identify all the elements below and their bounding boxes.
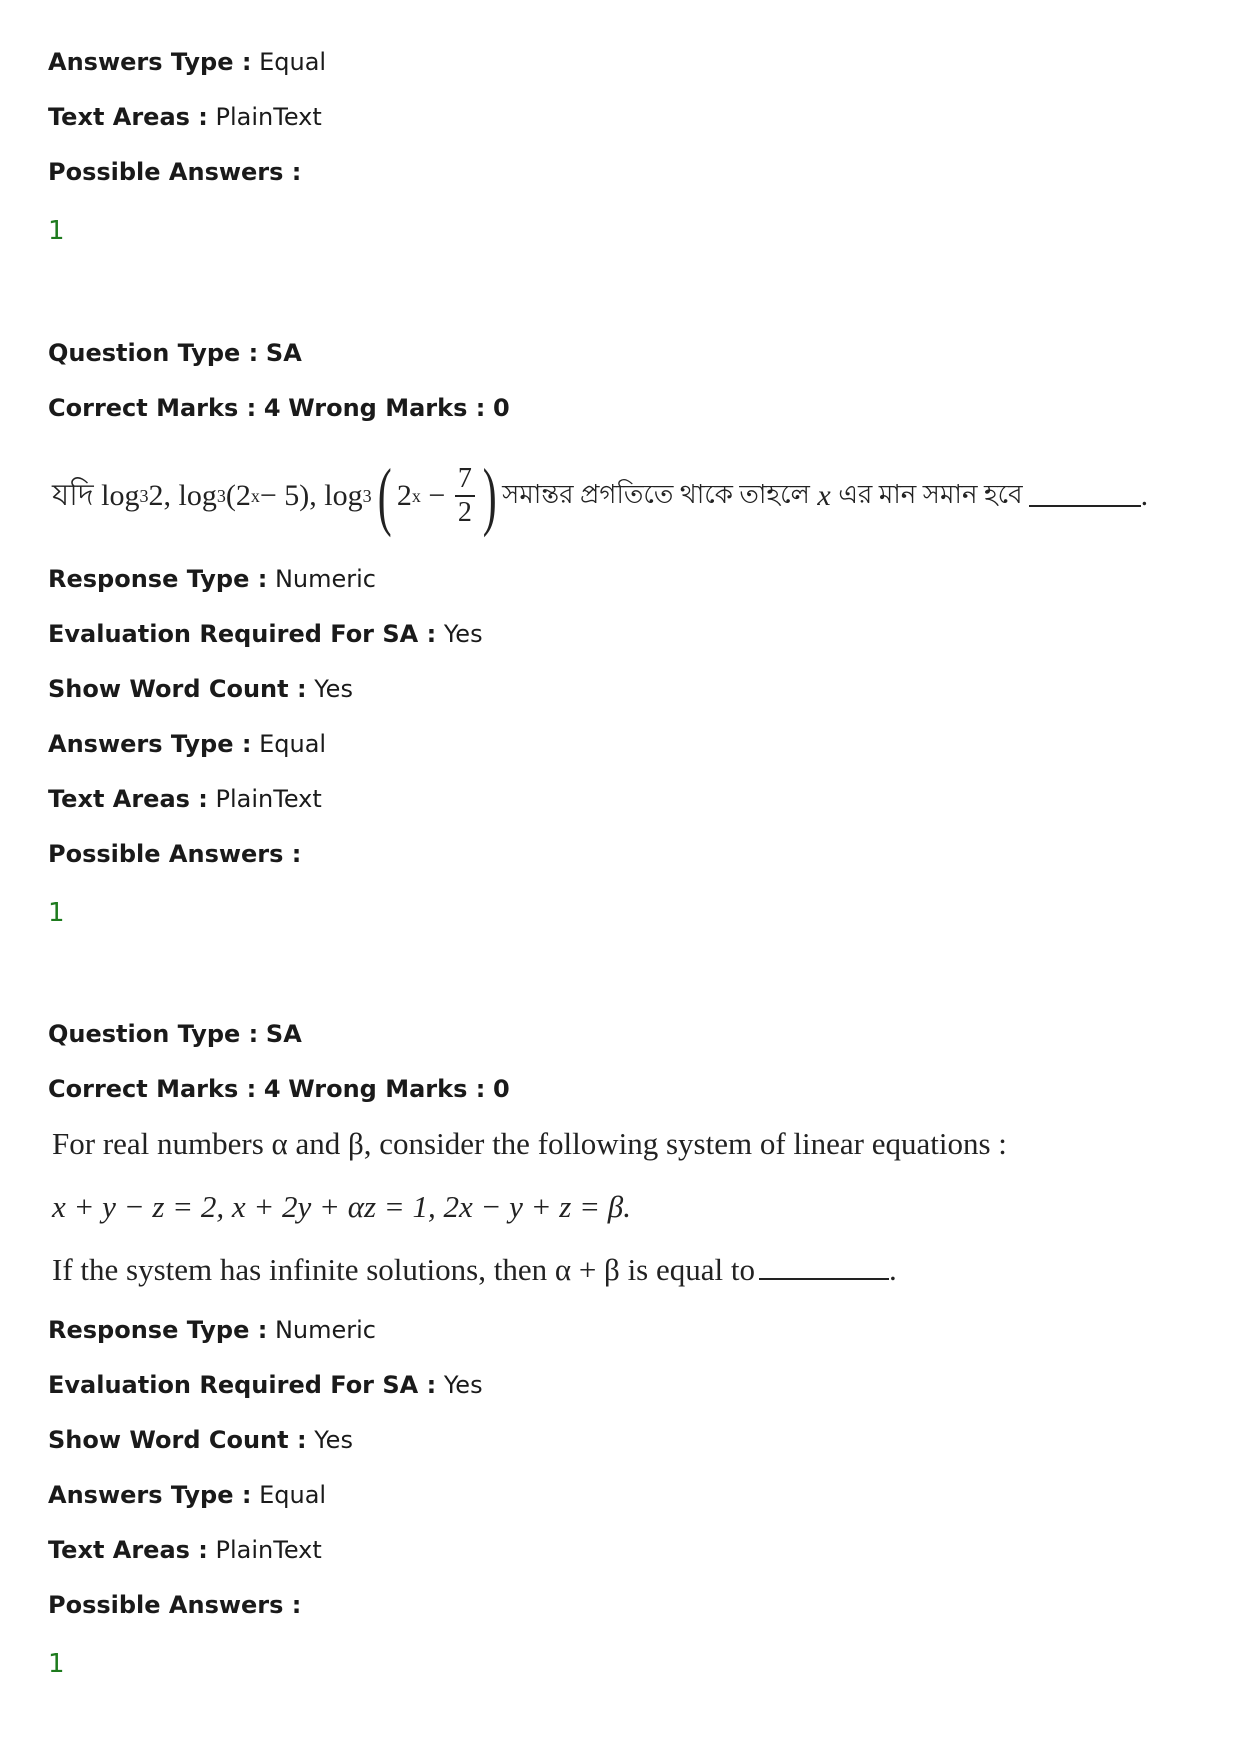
evaluation-required-label: Evaluation Required For SA : — [48, 1371, 437, 1399]
q1-term-2: (2 — [225, 479, 251, 512]
q1-bengali-text-2: এর মান সমান হবে — [838, 480, 1023, 509]
q1-end: . — [1140, 479, 1149, 512]
q1-yadi: যদি — [52, 478, 94, 512]
correct-marks-value: 4 — [263, 1075, 281, 1103]
text-areas-row — [48, 783, 322, 815]
answers-type-label: Answers Type : — [48, 1481, 252, 1509]
question-text-line-1: For real numbers α and β, consider the following system of linear equations : — [52, 1126, 1007, 1161]
response-type-value: Numeric — [274, 565, 376, 593]
possible-answers-label: Possible Answers : — [48, 158, 302, 186]
q2-answer-blank — [759, 1278, 889, 1280]
q2-line-3-text: If the system has infinite solutions, then α + β is equal to — [52, 1252, 755, 1287]
question-type-label: Question Type : — [48, 339, 259, 367]
q1-base-1: 3 — [139, 485, 149, 506]
text-areas-row — [48, 101, 322, 133]
q1-base-2: 3 — [216, 485, 226, 506]
marks-row — [48, 1073, 510, 1105]
q1-left-paren: ( — [377, 454, 392, 538]
q1-term-1: 2, — [148, 479, 171, 512]
evaluation-required-value: Yes — [443, 1371, 483, 1399]
q1-log-3: log — [324, 479, 363, 512]
question-type-value: SA — [265, 339, 302, 367]
q1-right-paren: ) — [482, 454, 497, 538]
possible-answers-label: Possible Answers : — [48, 840, 302, 868]
evaluation-required-label: Evaluation Required For SA : — [48, 620, 437, 648]
q1-answer-blank — [1029, 505, 1141, 507]
answers-type-row — [48, 728, 326, 760]
text-areas-value: PlainText — [215, 1536, 322, 1564]
q1-minus: − — [428, 479, 446, 512]
q1-log-1: log — [101, 479, 140, 512]
text-areas-label: Text Areas : — [48, 103, 208, 131]
q1-bengali-text: সমান্তর প্রগতিতে থাকে তাহলে — [502, 480, 810, 509]
possible-answers-row — [48, 156, 301, 188]
question-type-value: SA — [265, 1020, 302, 1048]
q1-term-2-rest: − 5), — [259, 479, 317, 512]
correct-marks-value: 4 — [263, 394, 281, 422]
response-type-value: Numeric — [274, 1316, 376, 1344]
answers-type-row — [48, 46, 326, 78]
answers-type-label: Answers Type : — [48, 730, 252, 758]
question-text-line-2: x + y − z = 2, x + 2y + αz = 1, 2x − y + z = β. — [52, 1189, 631, 1224]
answers-type-label: Answers Type : — [48, 48, 252, 76]
question-text-bengali — [52, 448, 1148, 544]
show-word-count-row — [48, 673, 353, 705]
response-type-label: Response Type : — [48, 565, 268, 593]
show-word-count-value: Yes — [314, 675, 353, 703]
text-areas-value: PlainText — [215, 103, 322, 131]
response-type-row — [48, 1314, 376, 1346]
answers-type-value: Equal — [259, 1481, 327, 1509]
q1-log-2: log — [178, 479, 217, 512]
show-word-count-row — [48, 1424, 353, 1456]
response-type-label: Response Type : — [48, 1316, 268, 1344]
text-areas-value: PlainText — [215, 785, 322, 813]
show-word-count-label: Show Word Count : — [48, 675, 307, 703]
possible-answers-row — [48, 838, 301, 870]
correct-marks-label: Correct Marks : — [48, 394, 257, 422]
show-word-count-label: Show Word Count : — [48, 1426, 307, 1454]
q1-var: x — [817, 479, 831, 512]
wrong-marks-label: Wrong Marks : — [288, 394, 486, 422]
possible-answers-row — [48, 1589, 301, 1621]
q1-term-3-exp: x — [411, 485, 421, 506]
possible-answer-value: 1 — [48, 898, 65, 928]
text-areas-label: Text Areas : — [48, 1536, 208, 1564]
show-word-count-value: Yes — [314, 1426, 353, 1454]
evaluation-required-row — [48, 618, 483, 650]
evaluation-required-row — [48, 1369, 483, 1401]
possible-answer-value: 1 — [48, 216, 65, 246]
response-type-row — [48, 563, 376, 595]
question-type-row — [48, 337, 302, 369]
wrong-marks-value: 0 — [492, 1075, 510, 1103]
q1-frac-num: 7 — [455, 463, 475, 497]
possible-answers-label: Possible Answers : — [48, 1591, 302, 1619]
answers-type-value: Equal — [259, 730, 327, 758]
wrong-marks-value: 0 — [492, 394, 510, 422]
text-areas-row — [48, 1534, 322, 1566]
q1-frac-den: 2 — [457, 497, 472, 528]
q2-line-3-end: . — [889, 1252, 897, 1287]
q1-base-3: 3 — [362, 485, 372, 506]
possible-answer-value: 1 — [48, 1649, 65, 1679]
q1-fraction — [455, 463, 475, 529]
evaluation-required-value: Yes — [443, 620, 483, 648]
correct-marks-label: Correct Marks : — [48, 1075, 257, 1103]
text-areas-label: Text Areas : — [48, 785, 208, 813]
q1-term-3-pow: 2 — [396, 479, 412, 512]
question-text-line-3 — [52, 1252, 897, 1288]
wrong-marks-label: Wrong Marks : — [288, 1075, 486, 1103]
q1-term-2-exp: x — [250, 485, 260, 506]
marks-row — [48, 392, 510, 424]
answers-type-value: Equal — [259, 48, 327, 76]
answers-type-row — [48, 1479, 326, 1511]
question-type-label: Question Type : — [48, 1020, 259, 1048]
question-type-row — [48, 1018, 302, 1050]
